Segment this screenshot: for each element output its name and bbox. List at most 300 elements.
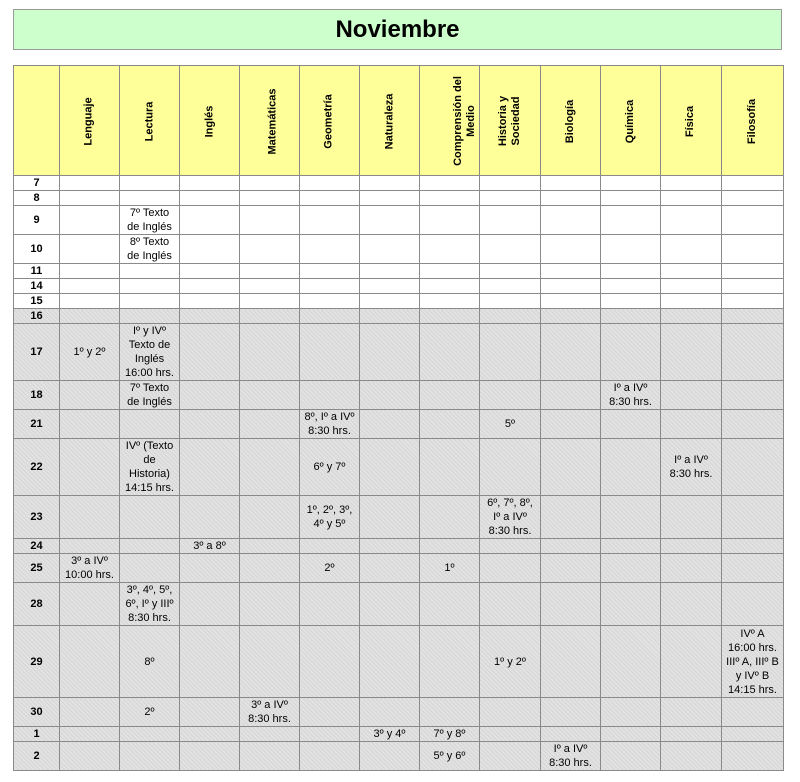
schedule-cell [120, 309, 180, 324]
schedule-cell-text: IVº A 16:00 hrs. IIIº A, IIIº B y IVº B 14:15 hrs. [726, 627, 779, 696]
schedule-cell [661, 176, 722, 191]
schedule-cell [601, 235, 661, 264]
day-number: 8 [14, 191, 60, 206]
schedule-cell [601, 279, 661, 294]
subject-header-label: Geometría [322, 93, 335, 149]
schedule-cell [240, 539, 300, 554]
schedule-cell-text: 2º [144, 706, 155, 718]
schedule-cell [240, 264, 300, 279]
schedule-cell [541, 294, 601, 309]
schedule-cell [180, 554, 240, 583]
header-row [14, 66, 784, 176]
schedule-cell [661, 294, 722, 309]
subject-header [60, 66, 120, 176]
day-number: 30 [14, 698, 60, 727]
schedule-cell [420, 381, 480, 410]
subject-header-label: Filosofía [745, 98, 758, 144]
schedule-cell [420, 294, 480, 309]
subject-header [120, 66, 180, 176]
schedule-cell [661, 539, 722, 554]
schedule-cell [601, 742, 661, 771]
subject-header [360, 66, 420, 176]
day-number: 7 [14, 176, 60, 191]
schedule-cell [480, 191, 541, 206]
schedule-cell [480, 698, 541, 727]
schedule-cell [420, 698, 480, 727]
schedule-cell [480, 294, 541, 309]
schedule-cell [480, 176, 541, 191]
day-number: 11 [14, 264, 60, 279]
schedule-cell [541, 410, 601, 439]
schedule-cell [420, 410, 480, 439]
day-number: 28 [14, 583, 60, 626]
schedule-cell [240, 191, 300, 206]
schedule-cell [180, 191, 240, 206]
schedule-cell [60, 176, 120, 191]
schedule-cell [240, 727, 300, 742]
schedule-cell [60, 626, 120, 698]
subject-header [240, 66, 300, 176]
schedule-cell [541, 279, 601, 294]
schedule-cell-text: 2º [324, 562, 335, 574]
schedule-cell [661, 381, 722, 410]
schedule-cell [180, 309, 240, 324]
schedule-cell [300, 727, 360, 742]
schedule-cell [360, 410, 420, 439]
schedule-cell-text: 1º y 2º [73, 346, 106, 358]
subject-header [420, 66, 480, 176]
schedule-cell [661, 191, 722, 206]
schedule-cell [480, 727, 541, 742]
schedule-cell [300, 583, 360, 626]
table-row [14, 264, 784, 279]
schedule-cell [722, 410, 784, 439]
schedule-cell [360, 727, 420, 742]
schedule-cell-text: 5º y 6º [433, 750, 466, 762]
schedule-cell [601, 294, 661, 309]
schedule-cell [480, 410, 541, 439]
schedule-cell [420, 206, 480, 235]
schedule-cell [120, 554, 180, 583]
schedule-cell [661, 742, 722, 771]
schedule-cell [541, 496, 601, 539]
subject-header [300, 66, 360, 176]
schedule-cell [420, 264, 480, 279]
schedule-cell [120, 626, 180, 698]
schedule-cell [60, 698, 120, 727]
day-number: 25 [14, 554, 60, 583]
schedule-cell [420, 279, 480, 294]
schedule-cell [722, 539, 784, 554]
schedule-cell-text: 7º Texto de Inglés [127, 207, 172, 233]
schedule-cell [180, 206, 240, 235]
schedule-cell [722, 496, 784, 539]
schedule-cell [420, 554, 480, 583]
schedule-cell [722, 309, 784, 324]
schedule-cell [722, 191, 784, 206]
schedule-cell [240, 294, 300, 309]
schedule-cell [300, 410, 360, 439]
table-row [14, 324, 784, 381]
schedule-cell [480, 742, 541, 771]
schedule-cell [480, 583, 541, 626]
schedule-cell [601, 554, 661, 583]
table-row [14, 206, 784, 235]
schedule-cell [360, 554, 420, 583]
day-number: 14 [14, 279, 60, 294]
schedule-cell [60, 279, 120, 294]
schedule-cell-text: Iº a IVº 8:30 hrs. [609, 382, 652, 408]
subject-header-label: Química [624, 99, 636, 143]
schedule-cell [661, 439, 722, 496]
subject-header-label: Biología [563, 99, 576, 143]
schedule-cell [240, 176, 300, 191]
schedule-cell [601, 309, 661, 324]
day-number: 16 [14, 309, 60, 324]
schedule-cell [360, 742, 420, 771]
schedule-cell [480, 206, 541, 235]
schedule-cell [300, 381, 360, 410]
schedule-cell [300, 496, 360, 539]
schedule-cell [541, 381, 601, 410]
schedule-cell-text: 5º [504, 418, 516, 430]
table-row [14, 309, 784, 324]
day-number: 18 [14, 381, 60, 410]
schedule-cell [722, 727, 784, 742]
day-number: 1 [14, 727, 60, 742]
month-title: Noviembre [335, 15, 460, 43]
schedule-cell-text: 3º a IVº 8:30 hrs. [248, 699, 291, 725]
schedule-cell [120, 439, 180, 496]
schedule-cell [60, 496, 120, 539]
schedule-cell [661, 235, 722, 264]
schedule-cell [300, 439, 360, 496]
table-row [14, 496, 784, 539]
schedule-cell [360, 583, 420, 626]
schedule-cell [360, 279, 420, 294]
schedule-cell [601, 727, 661, 742]
schedule-cell [180, 439, 240, 496]
schedule-cell [480, 381, 541, 410]
schedule-cell [60, 554, 120, 583]
schedule-cell [120, 410, 180, 439]
schedule-cell [240, 698, 300, 727]
schedule-cell [541, 324, 601, 381]
schedule-cell [60, 410, 120, 439]
schedule-cell [360, 698, 420, 727]
schedule-cell [120, 496, 180, 539]
table-row [14, 381, 784, 410]
schedule-cell-text: 1º y 2º [494, 655, 526, 668]
schedule-cell [120, 279, 180, 294]
schedule-cell [300, 294, 360, 309]
schedule-cell [601, 410, 661, 439]
schedule-cell [601, 206, 661, 235]
schedule-cell [360, 264, 420, 279]
schedule-cell [300, 742, 360, 771]
table-row [14, 539, 784, 554]
schedule-cell [60, 583, 120, 626]
schedule-cell [240, 279, 300, 294]
schedule-cell-text: 7º Texto de Inglés [127, 382, 172, 408]
schedule-cell [420, 626, 480, 698]
schedule-cell-text: IVº (Texto de Historia) 14:15 hrs. [125, 440, 174, 494]
schedule-cell [300, 324, 360, 381]
schedule-cell [300, 554, 360, 583]
schedule-cell [541, 309, 601, 324]
schedule-cell-text: Iº y IVº Texto de Inglés 16:00 hrs. [125, 325, 174, 379]
subject-header-label: Naturaleza [382, 93, 395, 149]
schedule-cell-text: 8º Texto de Inglés [127, 236, 172, 262]
schedule-cell-text: 1º [444, 562, 455, 574]
table-row [14, 698, 784, 727]
schedule-cell [480, 626, 541, 698]
day-number: 10 [14, 235, 60, 264]
schedule-cell [722, 279, 784, 294]
schedule-cell [661, 324, 722, 381]
schedule-cell [541, 191, 601, 206]
table-body [14, 176, 784, 771]
schedule-cell [661, 206, 722, 235]
schedule-cell [420, 176, 480, 191]
schedule-cell [60, 235, 120, 264]
schedule-cell [601, 698, 661, 727]
schedule-cell [722, 439, 784, 496]
schedule-cell-text: 8º [144, 655, 155, 668]
schedule-cell [180, 279, 240, 294]
schedule-cell-text: 3º a IVº 10:00 hrs. [65, 555, 114, 581]
subject-header-label: Lectura [143, 101, 155, 141]
subject-header [480, 66, 541, 176]
schedule-cell [360, 191, 420, 206]
schedule-cell [661, 583, 722, 626]
schedule-cell [360, 439, 420, 496]
schedule-cell [420, 539, 480, 554]
table-row [14, 279, 784, 294]
schedule-cell [541, 583, 601, 626]
subject-header [661, 66, 722, 176]
schedule-cell [300, 698, 360, 727]
schedule-cell [120, 191, 180, 206]
schedule-cell [300, 264, 360, 279]
table-row [14, 727, 784, 742]
schedule-cell [722, 264, 784, 279]
schedule-cell [180, 539, 240, 554]
schedule-cell [661, 727, 722, 742]
schedule-cell [541, 698, 601, 727]
schedule-cell [601, 176, 661, 191]
schedule-cell-text: Iº a IVº 8:30 hrs. [669, 454, 713, 480]
schedule-cell [120, 264, 180, 279]
schedule-cell [480, 496, 541, 539]
schedule-cell [240, 206, 300, 235]
subject-header-label: Matemáticas [266, 87, 279, 155]
schedule-cell [541, 235, 601, 264]
subject-header [601, 66, 661, 176]
schedule-cell [300, 309, 360, 324]
schedule-cell [60, 727, 120, 742]
table-row [14, 294, 784, 309]
day-number: 22 [14, 439, 60, 496]
schedule-cell [240, 381, 300, 410]
schedule-cell [180, 626, 240, 698]
schedule-cell [360, 309, 420, 324]
schedule-cell [300, 176, 360, 191]
schedule-cell [240, 742, 300, 771]
schedule-cell [120, 583, 180, 626]
schedule-cell [60, 742, 120, 771]
schedule-cell [240, 583, 300, 626]
schedule-cell [120, 742, 180, 771]
schedule-cell [360, 206, 420, 235]
schedule-cell [601, 264, 661, 279]
schedule-cell-text: 6º y 7º [313, 461, 346, 473]
schedule-cell [661, 698, 722, 727]
schedule-cell-text: Iº a IVº 8:30 hrs. [549, 743, 592, 769]
schedule-cell [120, 727, 180, 742]
subject-header [541, 66, 601, 176]
schedule-cell [722, 324, 784, 381]
table-row [14, 439, 784, 496]
schedule-cell [60, 264, 120, 279]
schedule-cell [60, 309, 120, 324]
schedule-cell [722, 626, 784, 698]
schedule-table [13, 65, 784, 771]
schedule-cell [480, 235, 541, 264]
schedule-cell [300, 539, 360, 554]
schedule-cell [722, 381, 784, 410]
schedule-cell [180, 294, 240, 309]
schedule-cell-text: 3º y 4º [373, 728, 406, 740]
subject-header [722, 66, 784, 176]
month-title-box [13, 9, 782, 50]
schedule-cell [541, 264, 601, 279]
schedule-cell [420, 235, 480, 264]
schedule-cell-text: 6º, 7º, 8º, Iº a IVº 8:30 hrs. [487, 497, 533, 537]
table-row [14, 191, 784, 206]
table-row [14, 235, 784, 264]
schedule-cell [360, 626, 420, 698]
schedule-cell [60, 324, 120, 381]
schedule-cell [420, 583, 480, 626]
schedule-cell [300, 235, 360, 264]
schedule-cell [120, 698, 180, 727]
schedule-cell [541, 206, 601, 235]
schedule-cell [722, 176, 784, 191]
schedule-cell [180, 742, 240, 771]
schedule-cell [360, 381, 420, 410]
schedule-cell [601, 191, 661, 206]
schedule-cell [420, 439, 480, 496]
schedule-cell [60, 294, 120, 309]
schedule-cell [360, 235, 420, 264]
schedule-cell [420, 727, 480, 742]
schedule-cell [240, 309, 300, 324]
schedule-cell [180, 698, 240, 727]
schedule-cell [180, 176, 240, 191]
schedule-cell [360, 539, 420, 554]
schedule-cell [120, 176, 180, 191]
schedule-cell [480, 279, 541, 294]
schedule-cell [360, 294, 420, 309]
schedule-cell [722, 235, 784, 264]
schedule-cell [661, 279, 722, 294]
schedule-cell [480, 554, 541, 583]
schedule-cell [180, 381, 240, 410]
day-number: 17 [14, 324, 60, 381]
subject-header [180, 66, 240, 176]
schedule-cell [661, 410, 722, 439]
schedule-cell [661, 264, 722, 279]
schedule-cell [541, 539, 601, 554]
day-number: 21 [14, 410, 60, 439]
day-number: 15 [14, 294, 60, 309]
schedule-cell [541, 742, 601, 771]
schedule-cell [180, 264, 240, 279]
subject-header-label: Comprensión del Medio [451, 75, 477, 166]
schedule-cell [541, 554, 601, 583]
schedule-cell [601, 324, 661, 381]
schedule-cell [480, 324, 541, 381]
schedule-cell [722, 554, 784, 583]
subject-header-label: Historia y Sociedad [496, 95, 522, 146]
schedule-cell [120, 381, 180, 410]
schedule-cell [60, 539, 120, 554]
schedule-cell-text: 7º y 8º [433, 728, 466, 740]
schedule-cell [300, 206, 360, 235]
table-row [14, 554, 784, 583]
schedule-cell [60, 381, 120, 410]
schedule-cell [420, 496, 480, 539]
subject-header-label: Inglés [202, 105, 215, 137]
schedule-cell [480, 264, 541, 279]
table-row [14, 410, 784, 439]
schedule-cell [722, 583, 784, 626]
schedule-cell [360, 324, 420, 381]
schedule-cell [120, 294, 180, 309]
schedule-cell [60, 206, 120, 235]
schedule-cell [240, 554, 300, 583]
schedule-cell [180, 583, 240, 626]
schedule-cell [661, 554, 722, 583]
day-number: 2 [14, 742, 60, 771]
schedule-cell [240, 626, 300, 698]
schedule-cell [661, 309, 722, 324]
schedule-cell [180, 235, 240, 264]
schedule-cell [420, 191, 480, 206]
schedule-cell [601, 626, 661, 698]
day-number: 9 [14, 206, 60, 235]
schedule-cell [240, 235, 300, 264]
schedule-cell [541, 727, 601, 742]
schedule-cell [240, 496, 300, 539]
subject-header-label: Lenguaje [82, 96, 95, 146]
table-row [14, 626, 784, 698]
schedule-cell [601, 539, 661, 554]
schedule-cell [420, 742, 480, 771]
schedule-cell [360, 176, 420, 191]
schedule-cell [120, 206, 180, 235]
schedule-cell [120, 539, 180, 554]
schedule-cell-text: 8º, Iº a IVº 8:30 hrs. [304, 411, 355, 437]
table-row [14, 583, 784, 626]
schedule-cell [541, 626, 601, 698]
schedule-cell [420, 309, 480, 324]
day-column-header [14, 66, 60, 176]
schedule-cell [60, 191, 120, 206]
schedule-cell [541, 176, 601, 191]
schedule-cell [722, 294, 784, 309]
